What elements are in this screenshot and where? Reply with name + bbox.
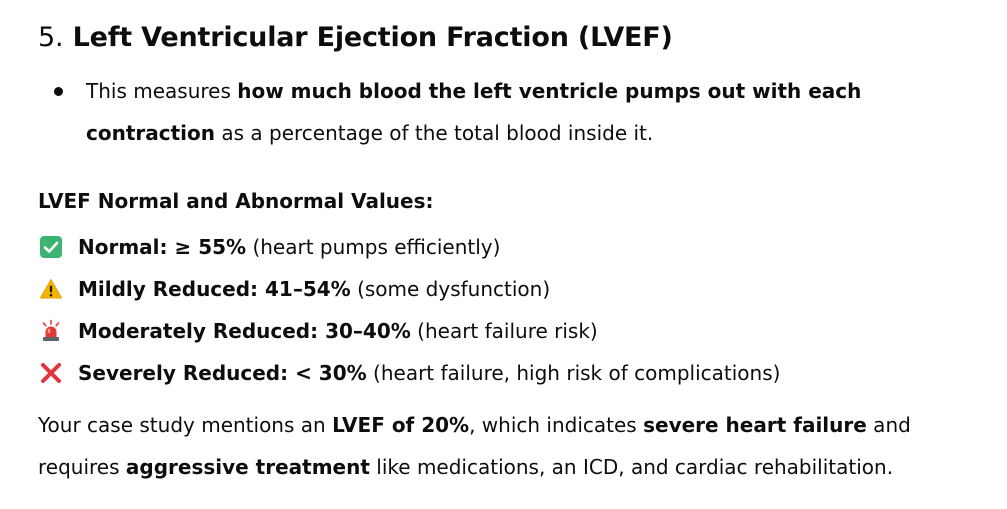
value-row-moderately-reduced	[38, 310, 988, 352]
summary-paragraph	[38, 404, 988, 488]
values-heading: LVEF Normal and Abnormal Values:	[38, 189, 434, 213]
list-item	[38, 70, 988, 154]
bullet-dot-icon	[54, 87, 63, 96]
value-note: (some dysfunction)	[350, 277, 551, 301]
police-light-icon	[38, 318, 64, 344]
value-row-mildly-reduced	[38, 268, 988, 310]
value-range: ≥ 55%	[167, 235, 247, 259]
value-label: Moderately Reduced: 30–40%	[78, 319, 411, 343]
section-title: Left Ventricular Ejection Fraction (LVEF)	[72, 22, 673, 53]
value-label: Normal:	[78, 235, 168, 259]
bullet-bold-text: how much blood the left ventricle pumps out with each contraction	[86, 79, 862, 145]
summary-text: , which indicates	[469, 413, 644, 437]
value-label: Severely Reduced:	[78, 361, 289, 385]
summary-text: and requires	[38, 413, 911, 479]
value-label: Mildly Reduced: 41–54%	[78, 277, 351, 301]
bullet-tail-text: as a percentage of the total blood inside it.	[215, 121, 654, 145]
value-row-normal	[38, 226, 988, 268]
bullet-lead-text: This measures	[86, 79, 238, 103]
summary-bold-treatment: aggressive treatment	[125, 455, 370, 479]
value-note: (heart failure, high risk of complications)	[366, 361, 781, 385]
bullet-list	[38, 70, 988, 154]
value-range: < 30%	[288, 361, 367, 385]
check-mark-button-icon	[38, 234, 64, 260]
summary-bold-severity: severe heart failure	[643, 413, 867, 437]
warning-icon	[38, 276, 64, 302]
value-row-severely-reduced	[38, 352, 988, 394]
cross-mark-icon	[38, 360, 64, 386]
summary-text: Your case study mentions an	[38, 413, 333, 437]
section-number: 5.	[38, 22, 64, 53]
value-note: (heart pumps efficiently)	[246, 235, 501, 259]
section-heading	[38, 16, 988, 60]
lvef-value-list	[38, 226, 988, 394]
value-note: (heart failure risk)	[410, 319, 598, 343]
summary-bold-lvef: LVEF of 20%	[332, 413, 470, 437]
summary-text: like medications, an ICD, and cardiac rehabilitation.	[369, 455, 894, 479]
document-body	[38, 16, 988, 488]
